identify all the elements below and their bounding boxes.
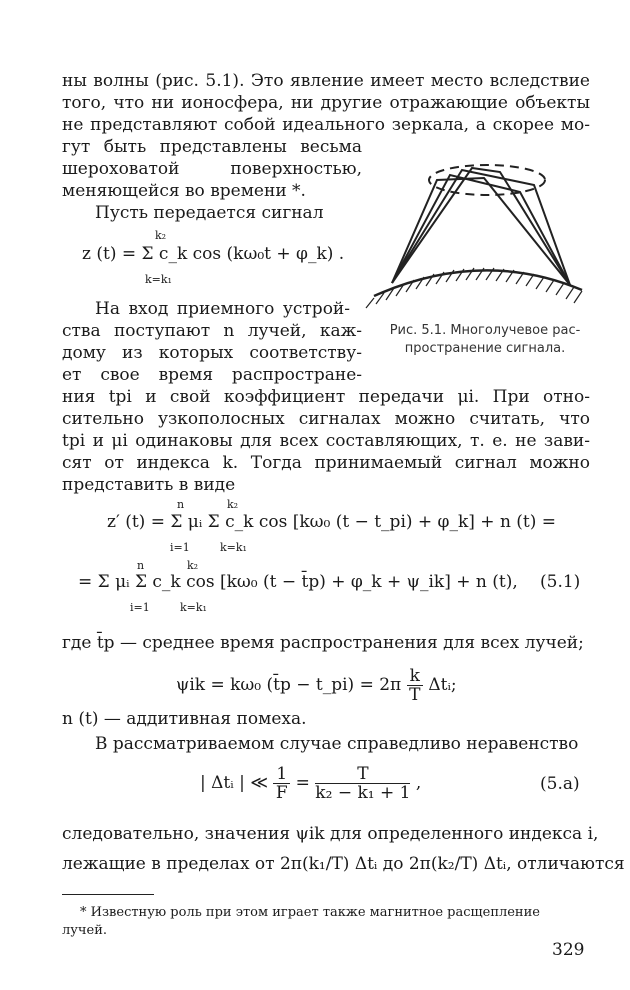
- body-line-1: ны волны (рис. 5.1). Это явление имеет место вследствие: [62, 71, 590, 91]
- sum-k-bottom-1: k=k₁: [220, 541, 247, 554]
- body-line-6: меняющейся во времени *.: [62, 181, 306, 201]
- sum-limit-top: k₂: [155, 229, 167, 242]
- ineq-fraction-1: $\frac{1}{F}$: [273, 765, 290, 802]
- sum-i-bottom-1: i=1: [170, 541, 190, 554]
- sum-k-top-1: k₂: [227, 498, 239, 511]
- equation-psi: [176, 667, 457, 704]
- body-line-11: ет свое время распростране-: [62, 365, 362, 385]
- ineq-tail: ,: [415, 773, 422, 793]
- body-line-7: Пусть передается сигнал: [95, 203, 324, 223]
- ineq-equals: =: [295, 773, 310, 793]
- sum-limit-bottom: k=k₁: [145, 273, 172, 286]
- signal-rays: [392, 168, 570, 285]
- footnote-line-1: * Известную роль при этом играет также магнитное расщепление: [80, 905, 540, 920]
- body-line-5: шероховатой поверхностью,: [62, 159, 362, 179]
- body-line-10: дому из которых соответству-: [62, 343, 362, 363]
- sum-i-top-1: n: [177, 498, 185, 511]
- body-line-12: ния tpi и свой коэффициент передачи μi. При отно-: [62, 387, 590, 407]
- body-line-2: того, что ни ионосфера, ни другие отражающие объекты: [62, 93, 590, 113]
- body-line-14: tpi и μi одинаковы для всех составляющих, т. е. не зави-: [62, 431, 590, 451]
- body-line-19: В рассматриваемом случае справедливо неравенство: [95, 734, 579, 754]
- equation-zprime-line-1: z′ (t) = Σ μᵢ Σ c_k cos [kω₀ (t − t_pi) + φ_k] + n (t) =: [107, 512, 557, 532]
- body-line-15: сят от индекса k. Тогда принимаемый сигнал можно: [62, 453, 590, 473]
- psi-fraction: $\frac{k}{T}$: [407, 667, 423, 704]
- body-line-17: где t̄p — среднее время распространения для всех лучей;: [62, 633, 584, 653]
- sum-i-top-2: n: [137, 559, 145, 572]
- psi-tail: Δtᵢ;: [428, 675, 457, 695]
- ineq-lhs: | Δtᵢ | ≪: [200, 773, 268, 793]
- figure-caption-2: пространение сигнала.: [404, 341, 566, 356]
- figure-caption-1: Рис. 5.1. Многолучевое рас-: [389, 323, 581, 338]
- body-line-20: следовательно, значения ψik для определенного индекса i,: [62, 824, 599, 844]
- ineq-fraction-2: $\frac{T}{\text{k₂ − k₁ + 1}}$: [315, 764, 411, 803]
- psi-lhs: ψik = kω₀ (t̄p − t_pi) = 2π: [176, 675, 402, 695]
- equation-label-5-a: (5.a): [540, 774, 580, 794]
- body-line-8: На вход приемного устрой-: [95, 299, 350, 319]
- body-line-21: лежащие в пределах от 2π(k₁/T) Δtᵢ до 2π(k₂/T) Δtᵢ, отличаются: [62, 854, 625, 874]
- earth-surface: [374, 270, 582, 296]
- footnote-rule: [62, 894, 154, 895]
- body-line-16: представить в виде: [62, 475, 236, 495]
- body-line-9: ства поступают n лучей, каж-: [62, 321, 362, 341]
- page-number: 329: [552, 940, 585, 960]
- multipath-figure: [362, 140, 602, 320]
- footnote-line-2: лучей.: [62, 923, 107, 938]
- sum-k-top-2: k₂: [187, 559, 199, 572]
- equation-label-5-1: (5.1): [540, 572, 581, 592]
- sum-k-bottom-2: k=k₁: [180, 601, 207, 614]
- equation-z-signal: z (t) = Σ c_k cos (kω₀t + φ_k) .: [82, 244, 345, 264]
- body-line-13: сительно узкополосных сигналах можно считать, что: [62, 409, 590, 429]
- body-line-18: n (t) — аддитивная помеха.: [62, 709, 307, 729]
- body-line-4: гут быть представлены весьма: [62, 137, 362, 157]
- sum-i-bottom-2: i=1: [130, 601, 150, 614]
- body-line-3: не представляют собой идеального зеркала, а скорее мо-: [62, 115, 590, 135]
- equation-inequality: [200, 765, 421, 802]
- equation-zprime-line-2: = Σ μᵢ Σ c_k cos [kω₀ (t − t̄p) + φ_k + ψ_ik] + n (t),: [78, 572, 518, 592]
